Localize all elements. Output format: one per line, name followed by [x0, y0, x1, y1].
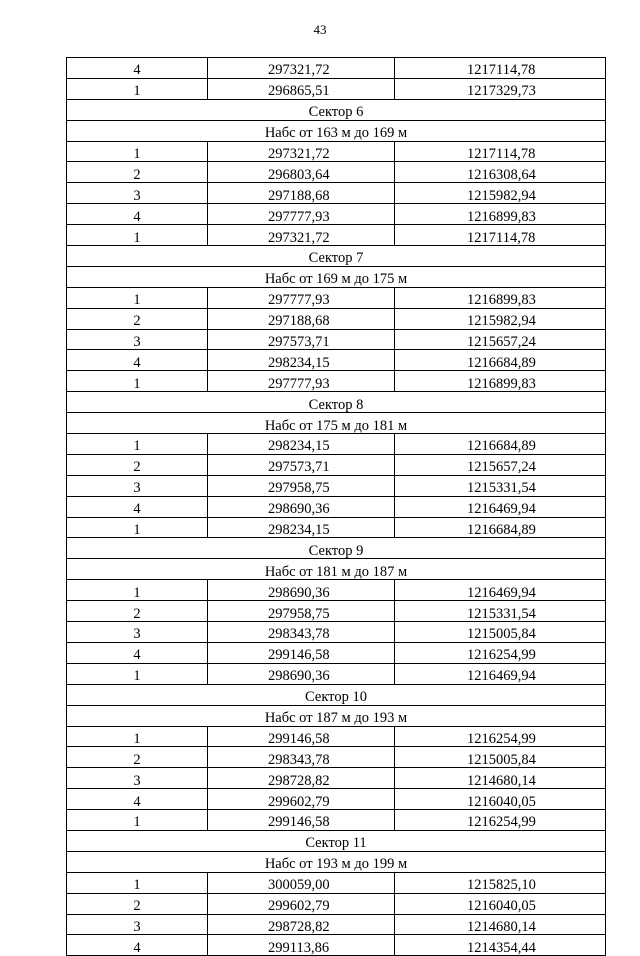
y-coordinate-cell: 1216469,94 [395, 580, 606, 601]
section-header-cell: Набс от 193 м до 199 м [67, 851, 606, 872]
y-coordinate-cell: 1215825,10 [395, 872, 606, 893]
y-coordinate-cell: 1216899,83 [395, 204, 606, 225]
x-coordinate-cell: 298690,36 [208, 663, 395, 684]
section-header-cell: Набс от 169 м до 175 м [67, 266, 606, 287]
point-number-cell: 1 [67, 141, 208, 162]
point-number-cell: 1 [67, 810, 208, 831]
section-header-cell: Сектор 11 [67, 830, 606, 851]
point-number-cell: 3 [67, 329, 208, 350]
point-number-cell: 3 [67, 768, 208, 789]
point-number-cell: 4 [67, 58, 208, 79]
section-header-row [67, 684, 606, 705]
y-coordinate-cell: 1215982,94 [395, 308, 606, 329]
point-number-cell: 4 [67, 642, 208, 663]
x-coordinate-cell: 297573,71 [208, 454, 395, 475]
table-row [67, 329, 606, 350]
x-coordinate-cell: 297777,93 [208, 371, 395, 392]
y-coordinate-cell: 1214680,14 [395, 914, 606, 935]
section-header-row [67, 830, 606, 851]
section-header-cell: Сектор 9 [67, 538, 606, 559]
coordinates-table-body [67, 58, 606, 956]
table-row [67, 642, 606, 663]
y-coordinate-cell: 1217114,78 [395, 225, 606, 246]
x-coordinate-cell: 299146,58 [208, 642, 395, 663]
y-coordinate-cell: 1215005,84 [395, 622, 606, 643]
x-coordinate-cell: 297777,93 [208, 287, 395, 308]
point-number-cell: 1 [67, 580, 208, 601]
x-coordinate-cell: 298343,78 [208, 622, 395, 643]
table-row [67, 872, 606, 893]
section-header-row [67, 538, 606, 559]
point-number-cell: 4 [67, 496, 208, 517]
point-number-cell: 3 [67, 475, 208, 496]
x-coordinate-cell: 297958,75 [208, 601, 395, 622]
table-row [67, 893, 606, 914]
y-coordinate-cell: 1216469,94 [395, 496, 606, 517]
y-coordinate-cell: 1216684,89 [395, 350, 606, 371]
point-number-cell: 1 [67, 287, 208, 308]
table-row [67, 58, 606, 79]
point-number-cell: 4 [67, 350, 208, 371]
point-number-cell: 1 [67, 371, 208, 392]
point-number-cell: 2 [67, 162, 208, 183]
section-header-cell: Набс от 163 м до 169 м [67, 120, 606, 141]
page-number: 43 [313, 22, 327, 37]
y-coordinate-cell: 1215657,24 [395, 454, 606, 475]
y-coordinate-cell: 1215005,84 [395, 747, 606, 768]
x-coordinate-cell: 297188,68 [208, 183, 395, 204]
table-row [67, 747, 606, 768]
y-coordinate-cell: 1214680,14 [395, 768, 606, 789]
x-coordinate-cell: 300059,00 [208, 872, 395, 893]
x-coordinate-cell: 297958,75 [208, 475, 395, 496]
y-coordinate-cell: 1217329,73 [395, 78, 606, 99]
table-row [67, 225, 606, 246]
point-number-cell: 3 [67, 622, 208, 643]
table-row [67, 622, 606, 643]
point-number-cell: 1 [67, 517, 208, 538]
x-coordinate-cell: 298234,15 [208, 517, 395, 538]
y-coordinate-cell: 1214354,44 [395, 935, 606, 956]
table-row [67, 371, 606, 392]
x-coordinate-cell: 297321,72 [208, 58, 395, 79]
table-row [67, 141, 606, 162]
x-coordinate-cell: 298728,82 [208, 768, 395, 789]
point-number-cell: 2 [67, 893, 208, 914]
section-header-row [67, 99, 606, 120]
section-header-cell: Сектор 7 [67, 246, 606, 267]
table-row [67, 914, 606, 935]
point-number-cell: 1 [67, 872, 208, 893]
x-coordinate-cell: 298690,36 [208, 496, 395, 517]
x-coordinate-cell: 298234,15 [208, 434, 395, 455]
x-coordinate-cell: 297777,93 [208, 204, 395, 225]
y-coordinate-cell: 1216899,83 [395, 371, 606, 392]
point-number-cell: 3 [67, 183, 208, 204]
table-row [67, 475, 606, 496]
table-row [67, 287, 606, 308]
x-coordinate-cell: 297188,68 [208, 308, 395, 329]
section-header-cell: Сектор 8 [67, 392, 606, 413]
point-number-cell: 2 [67, 747, 208, 768]
table-row [67, 810, 606, 831]
y-coordinate-cell: 1215331,54 [395, 475, 606, 496]
x-coordinate-cell: 296865,51 [208, 78, 395, 99]
table-row [67, 350, 606, 371]
table-row [67, 496, 606, 517]
point-number-cell: 1 [67, 434, 208, 455]
point-number-cell: 1 [67, 726, 208, 747]
table-row [67, 308, 606, 329]
section-header-row [67, 266, 606, 287]
table-row [67, 663, 606, 684]
table-row [67, 517, 606, 538]
x-coordinate-cell: 297573,71 [208, 329, 395, 350]
point-number-cell: 4 [67, 789, 208, 810]
section-header-row [67, 851, 606, 872]
point-number-cell: 1 [67, 225, 208, 246]
x-coordinate-cell: 299146,58 [208, 810, 395, 831]
section-header-cell: Сектор 10 [67, 684, 606, 705]
y-coordinate-cell: 1216684,89 [395, 434, 606, 455]
x-coordinate-cell: 296803,64 [208, 162, 395, 183]
table-row [67, 162, 606, 183]
point-number-cell: 4 [67, 935, 208, 956]
section-header-row [67, 246, 606, 267]
x-coordinate-cell: 299146,58 [208, 726, 395, 747]
table-row [67, 580, 606, 601]
y-coordinate-cell: 1216684,89 [395, 517, 606, 538]
x-coordinate-cell: 297321,72 [208, 141, 395, 162]
section-header-row [67, 413, 606, 434]
y-coordinate-cell: 1217114,78 [395, 58, 606, 79]
table-row [67, 935, 606, 956]
point-number-cell: 2 [67, 308, 208, 329]
section-header-row [67, 120, 606, 141]
point-number-cell: 3 [67, 914, 208, 935]
point-number-cell: 1 [67, 78, 208, 99]
section-header-row [67, 392, 606, 413]
x-coordinate-cell: 298343,78 [208, 747, 395, 768]
table-row [67, 768, 606, 789]
table-row [67, 601, 606, 622]
section-header-row [67, 559, 606, 580]
x-coordinate-cell: 299602,79 [208, 789, 395, 810]
section-header-cell: Набс от 187 м до 193 м [67, 705, 606, 726]
y-coordinate-cell: 1215331,54 [395, 601, 606, 622]
point-number-cell: 2 [67, 454, 208, 475]
table-row [67, 183, 606, 204]
y-coordinate-cell: 1217114,78 [395, 141, 606, 162]
point-number-cell: 4 [67, 204, 208, 225]
section-header-cell: Сектор 6 [67, 99, 606, 120]
y-coordinate-cell: 1216254,99 [395, 726, 606, 747]
table-row [67, 434, 606, 455]
table-row [67, 726, 606, 747]
x-coordinate-cell: 297321,72 [208, 225, 395, 246]
coordinates-table [66, 57, 606, 956]
point-number-cell: 2 [67, 601, 208, 622]
x-coordinate-cell: 298690,36 [208, 580, 395, 601]
y-coordinate-cell: 1216308,64 [395, 162, 606, 183]
section-header-cell: Набс от 181 м до 187 м [67, 559, 606, 580]
section-header-row [67, 705, 606, 726]
point-number-cell: 1 [67, 663, 208, 684]
table-row [67, 454, 606, 475]
section-header-cell: Набс от 175 м до 181 м [67, 413, 606, 434]
y-coordinate-cell: 1216254,99 [395, 810, 606, 831]
y-coordinate-cell: 1215982,94 [395, 183, 606, 204]
x-coordinate-cell: 299113,86 [208, 935, 395, 956]
y-coordinate-cell: 1216040,05 [395, 893, 606, 914]
y-coordinate-cell: 1216899,83 [395, 287, 606, 308]
y-coordinate-cell: 1215657,24 [395, 329, 606, 350]
table-row [67, 789, 606, 810]
table-row [67, 78, 606, 99]
x-coordinate-cell: 298728,82 [208, 914, 395, 935]
y-coordinate-cell: 1216040,05 [395, 789, 606, 810]
table-row [67, 204, 606, 225]
x-coordinate-cell: 298234,15 [208, 350, 395, 371]
y-coordinate-cell: 1216254,99 [395, 642, 606, 663]
y-coordinate-cell: 1216469,94 [395, 663, 606, 684]
x-coordinate-cell: 299602,79 [208, 893, 395, 914]
